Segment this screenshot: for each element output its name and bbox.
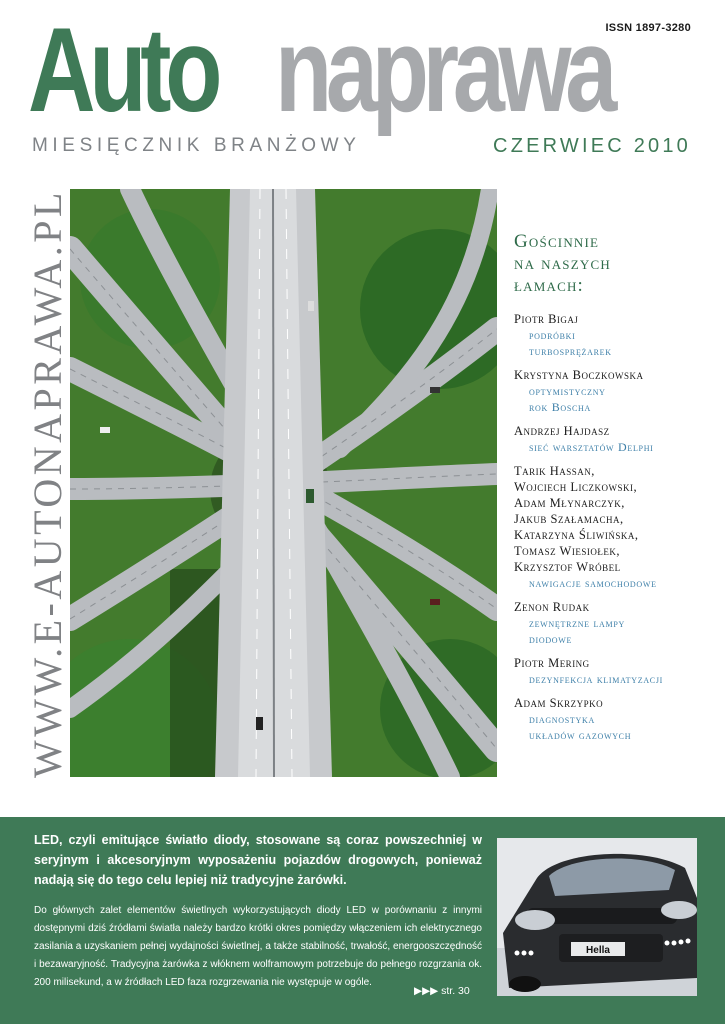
article-title[interactable]: turbosprężarek — [529, 344, 612, 358]
author-name: Piotr Mering — [514, 656, 590, 670]
car-photo — [497, 838, 697, 996]
sidebar-entry — [514, 423, 719, 455]
author-name: Wojciech Liczkowski, — [514, 480, 638, 494]
article-title[interactable]: dezynfekcja klimatyzacji — [529, 672, 664, 686]
car-front-illustration — [497, 838, 697, 996]
article-title[interactable]: optymistyczny — [529, 384, 606, 398]
article-title[interactable]: sieć warsztatów Delphi — [529, 440, 654, 454]
title-auto: Auto — [28, 3, 217, 137]
sidebar-entry — [514, 463, 719, 591]
article-title[interactable]: nawigacje samochodowe — [529, 576, 657, 590]
guest-authors-sidebar — [514, 231, 719, 751]
sidebar-entry — [514, 599, 719, 647]
license-plate-text: Hella — [586, 945, 610, 956]
feature-lead: LED, czyli emitujące światło diody, stosowane są coraz powszechniej w seryjnym i akcesoryjnym wyposażeniu pojazdów drogowych, ponieważ nadają się do tego celu lepiej niż tradycyjne żarówki. — [34, 833, 482, 887]
sidebar-entry — [514, 367, 719, 415]
article-title[interactable]: zewnętrzne lampy — [529, 616, 625, 630]
author-name: Krystyna Boczkowska — [514, 368, 644, 382]
issn-number: ISSN 1897-3280 — [605, 22, 691, 34]
sidebar-heading-line: łamach: — [514, 275, 585, 296]
sidebar-entry — [514, 695, 719, 743]
article-title[interactable]: układów gazowych — [529, 728, 632, 742]
author-name: Zenon Rudak — [514, 600, 590, 614]
author-name: Tarik Hassan, — [514, 464, 595, 478]
sidebar-heading — [514, 231, 719, 297]
author-name: Katarzyna Śliwińska, — [514, 528, 639, 542]
author-name: Piotr Bigaj — [514, 312, 579, 326]
masthead — [28, 3, 698, 148]
website-url[interactable]: WWW.E-AUTONAPRAWA.PL — [25, 189, 70, 778]
feature-body: Do głównych zalet elementów świetlnych wykorzystujących diody LED w porównaniu z innymi dostępnymi dziś źródłami światła należy bardzo krótki okres pomiędzy włączeniem ich elektrycznego zasilania a uzyskaniem pełnej wydajności świetlnej, a także stabilność, trwałość, energooszczędność i bezawaryjność. Tradycyjna żarówka z włóknem wolframowym potrzebuje do pełnego rozgrzania ok. 200 milisekund, a w źródłach LED faza rozgrzewania nie występuje w ogóle. — [34, 905, 482, 988]
highway-interchange-illustration — [70, 189, 497, 777]
author-name: Andrzej Hajdasz — [514, 424, 610, 438]
article-title[interactable]: rok Boscha — [529, 400, 592, 414]
article-title[interactable]: podróbki — [529, 328, 576, 342]
author-name: Adam Skrzypko — [514, 696, 604, 710]
article-title[interactable]: diodowe — [529, 632, 573, 646]
author-name: Krzysztof Wróbel — [514, 560, 621, 574]
author-name: Jakub Szałamacha, — [514, 512, 624, 526]
cover-photo-highway-interchange — [70, 189, 497, 777]
magazine-subtitle: MIESIĘCZNIK BRANŻOWY — [32, 135, 361, 156]
continued-on-page-link[interactable]: ▶▶▶ str. 30 — [414, 985, 470, 997]
sidebar-entry — [514, 655, 719, 687]
article-title[interactable]: diagnostyka — [529, 712, 595, 726]
sidebar-heading-line: na naszych — [514, 253, 611, 274]
issue-date: CZERWIEC 2010 — [493, 135, 691, 157]
author-name: Tomasz Wiesiołek, — [514, 544, 620, 558]
title-naprawa: naprawa — [275, 3, 612, 137]
sidebar-heading-line: Gościnnie — [514, 231, 600, 252]
sidebar-entry — [514, 311, 719, 359]
author-name: Adam Młynarczyk, — [514, 496, 625, 510]
